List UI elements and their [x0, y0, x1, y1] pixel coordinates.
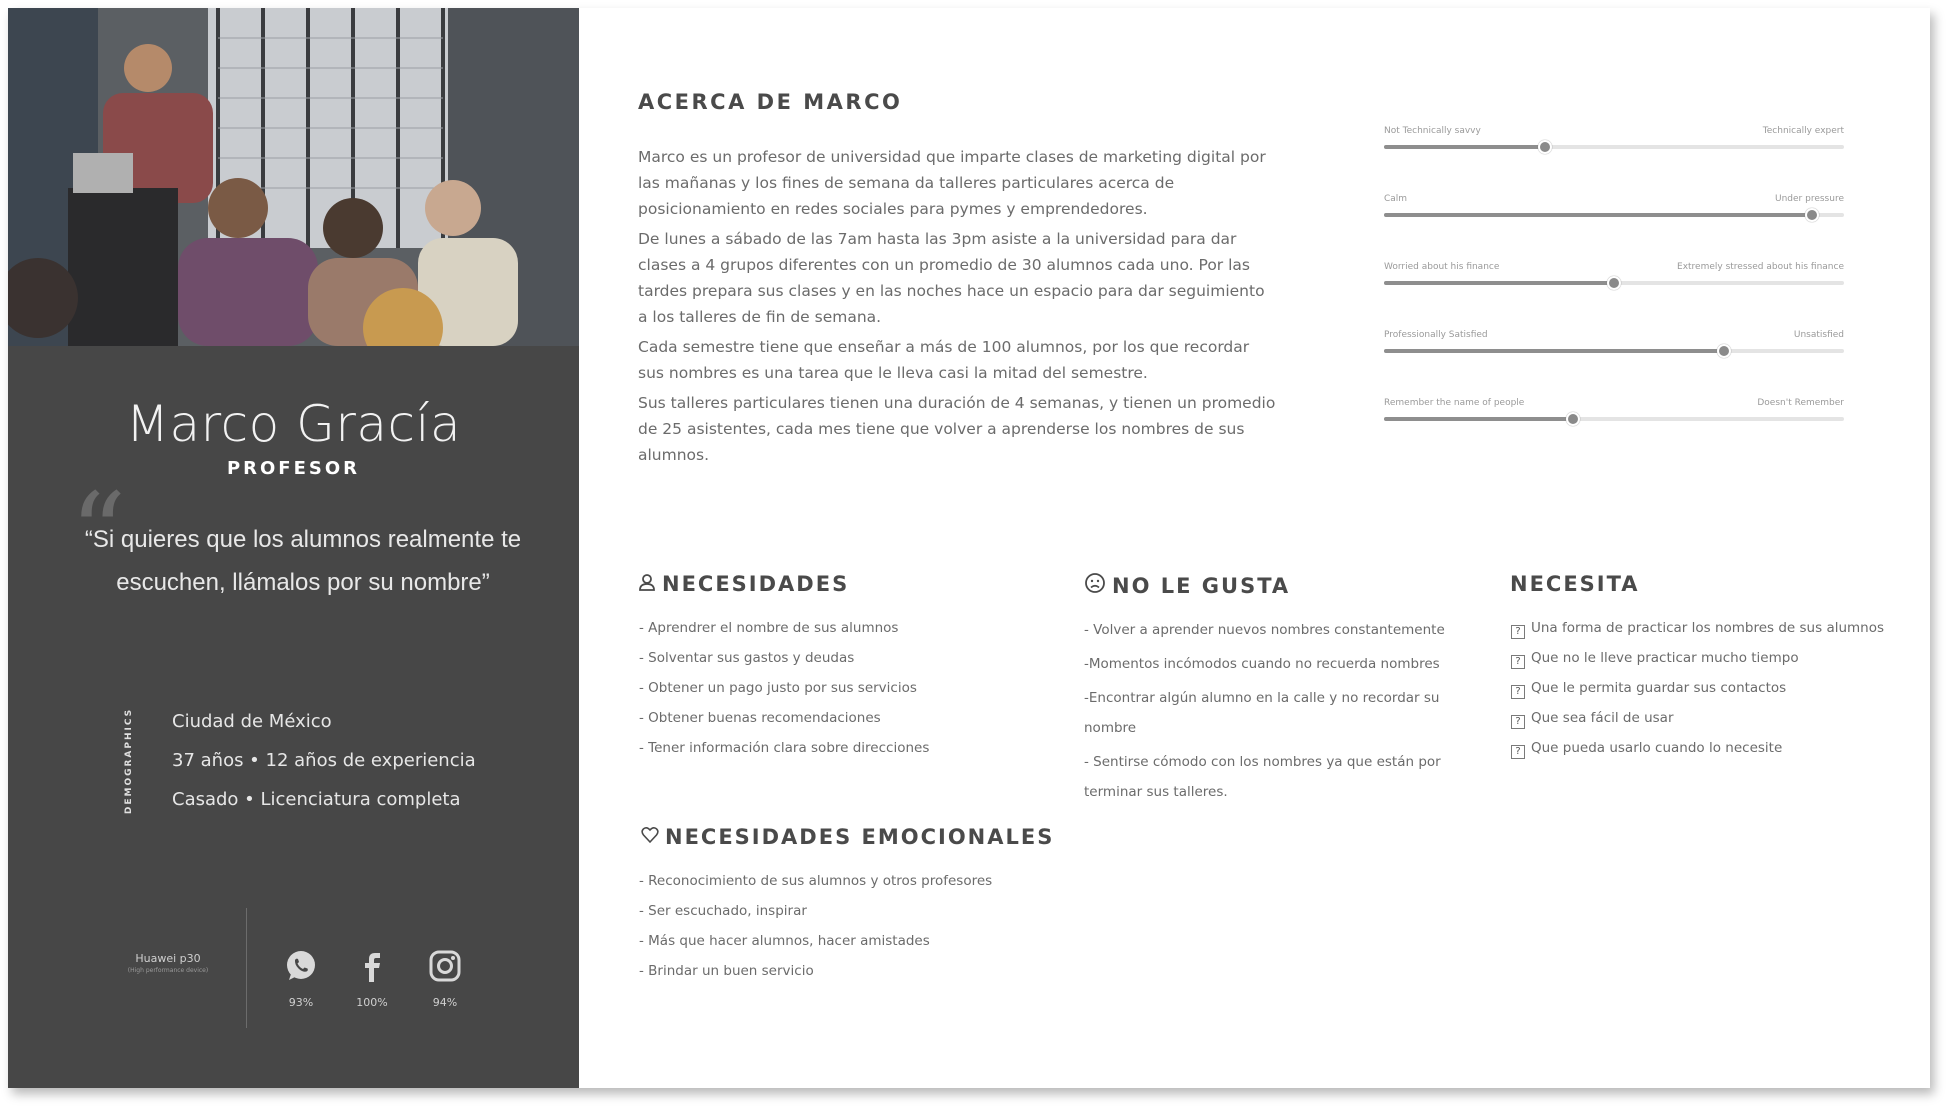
app-facebook [342, 948, 402, 1009]
trait-fill [1384, 281, 1614, 285]
user-icon [638, 572, 656, 596]
demographic-status: Casado • Licenciatura completa [172, 789, 461, 810]
list-item: ? Una forma de practicar los nombres de sus alumnos [1511, 613, 1884, 643]
trait-knob [1538, 140, 1552, 154]
list-item: - Obtener un pago justo por sus servicios [639, 680, 917, 696]
trait-left-label: Worried about his finance [1384, 262, 1500, 272]
divider [246, 908, 247, 1028]
trait-right-label: Technically expert [1762, 126, 1844, 136]
app-percent: 100% [356, 996, 388, 1009]
trait-slider [1384, 262, 1844, 330]
trait-left-label: Professionally Satisfied [1384, 330, 1488, 340]
heart-icon [641, 825, 659, 849]
list-item: ? Que le permita guardar sus contactos [1511, 673, 1884, 703]
quote-mark-icon: “ [70, 469, 127, 597]
question-box-icon: ? [1511, 685, 1525, 699]
list-item: - Aprendrer el nombre de sus alumnos [639, 620, 899, 636]
trait-knob [1717, 344, 1731, 358]
list-item: - Brindar un buen servicio [639, 963, 814, 979]
list-item: - Sentirse cómodo con los nombres ya que están por terminar sus talleres. [1084, 754, 1441, 800]
list-item: ? Que no le lleve practicar mucho tiempo [1511, 643, 1884, 673]
demographic-age: 37 años • 12 años de experiencia [172, 750, 476, 771]
list-item: ? Que pueda usarlo cuando lo necesite [1511, 733, 1884, 763]
about-paragraph: De lunes a sábado de las 7am hasta las 3pm asiste a la universidad para dar clases a 4 grupos diferentes con un promedio de 30 alumnos cada uno. Por las tardes prepara sus clases y en las noches hace un espacio para dar seguimiento a los talleres de fin de semana. [638, 230, 1265, 326]
trait-right-label: Doesn't Remember [1757, 398, 1844, 408]
list-item: - Reconocimiento de sus alumnos y otros profesores [639, 873, 993, 889]
instagram-icon [427, 948, 463, 984]
device-name: Huawei p30 [135, 952, 201, 965]
trait-track [1384, 145, 1844, 149]
emotional-needs-title: NECESIDADES EMOCIONALES [641, 825, 1054, 849]
about-paragraph: Marco es un profesor de universidad que imparte clases de marketing digital por las mañanas y los fines de semana da talleres particulares acerca de posicionamiento en redes sociales para pymes y emprendedores. [638, 148, 1266, 218]
app-percent: 94% [432, 996, 458, 1009]
list-item: - Tener información clara sobre direcciones [639, 740, 930, 756]
persona-quote: “Si quieres que los alumnos realmente te escuchen, llámalos por su nombre” [84, 526, 522, 596]
trait-right-label: Unsatisfied [1793, 330, 1844, 340]
trait-fill [1384, 213, 1812, 217]
trait-track [1384, 417, 1844, 421]
emotional-needs-list [639, 866, 992, 986]
question-box-icon: ? [1511, 625, 1525, 639]
wants-title: NECESITA [1510, 572, 1640, 596]
list-item: - Volver a aprender nuevos nombres constantemente [1084, 622, 1445, 638]
profile-panel [8, 8, 579, 1088]
wants-list [1511, 613, 1884, 763]
app-instagram [415, 948, 475, 1009]
trait-right-label: Under pressure [1775, 194, 1844, 204]
trait-track [1384, 349, 1844, 353]
persona-role: PROFESOR [226, 458, 361, 479]
trait-left-label: Remember the name of people [1384, 398, 1525, 408]
question-box-icon: ? [1511, 655, 1525, 669]
list-item: - Ser escuchado, inspirar [639, 903, 807, 919]
trait-knob [1805, 208, 1819, 222]
facebook-icon [354, 948, 390, 984]
device-info [98, 952, 238, 974]
demographics-label: DEMOGRAPHICS [124, 707, 134, 815]
sad-face-icon [1084, 572, 1106, 599]
trait-knob [1566, 412, 1580, 426]
whatsapp-icon [283, 948, 319, 984]
trait-track [1384, 213, 1844, 217]
trait-slider [1384, 194, 1844, 262]
trait-right-label: Extremely stressed about his finance [1677, 262, 1844, 272]
demographic-location: Ciudad de México [172, 711, 332, 732]
trait-left-label: Not Technically savvy [1384, 126, 1481, 136]
list-item: -Momentos incómodos cuando no recuerda nombres [1084, 656, 1440, 672]
needs-list [639, 613, 929, 763]
trait-track [1384, 281, 1844, 285]
trait-slider [1384, 398, 1844, 466]
device-note: (High performance device) [127, 967, 209, 974]
about-title: ACERCA DE MARCO [638, 90, 903, 114]
dislikes-list [1084, 615, 1464, 807]
persona-name: Marco Gracía [125, 395, 462, 453]
trait-sliders [1384, 126, 1844, 466]
trait-slider [1384, 126, 1844, 194]
about-paragraph: Cada semestre tiene que enseñar a más de 100 alumnos, por los que recordar sus nombres es una tarea que le lleva casi la mitad del semestre. [638, 338, 1250, 382]
trait-fill [1384, 349, 1724, 353]
trait-fill [1384, 417, 1573, 421]
list-item: ? Que sea fácil de usar [1511, 703, 1884, 733]
app-whatsapp [271, 948, 331, 1009]
dislikes-title: NO LE GUSTA [1084, 572, 1290, 599]
trait-slider [1384, 330, 1844, 398]
trait-left-label: Calm [1384, 194, 1408, 204]
list-item: - Obtener buenas recomendaciones [639, 710, 881, 726]
profile-photo [8, 8, 579, 346]
needs-title: NECESIDADES [638, 572, 849, 596]
persona-card [8, 8, 1930, 1088]
question-box-icon: ? [1511, 715, 1525, 729]
trait-knob [1607, 276, 1621, 290]
trait-fill [1384, 145, 1545, 149]
question-box-icon: ? [1511, 745, 1525, 759]
list-item: -Encontrar algún alumno en la calle y no recordar su nombre [1084, 690, 1440, 736]
app-percent: 93% [288, 996, 314, 1009]
about-text [638, 144, 1278, 472]
list-item: - Más que hacer alumnos, hacer amistades [639, 933, 930, 949]
about-paragraph: Sus talleres particulares tienen una duración de 4 semanas, y tienen un promedio de 25 asistentes, cada mes tiene que volver a aprenderse los nombres de sus alumnos. [638, 394, 1276, 464]
list-item: - Solventar sus gastos y deudas [639, 650, 855, 666]
